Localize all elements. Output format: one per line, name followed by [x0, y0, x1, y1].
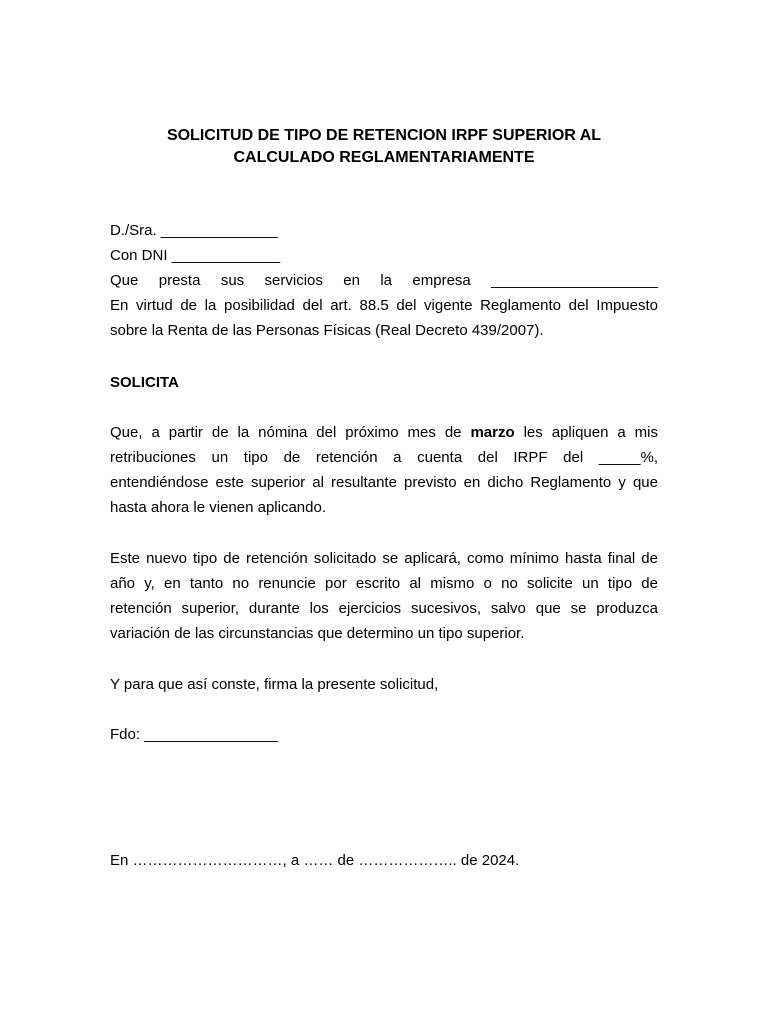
request-line-4: hasta ahora le vienen aplicando. [110, 499, 326, 516]
request-line-1 [110, 420, 658, 445]
solicita-heading: SOLICITA [110, 374, 179, 391]
identification-block [110, 218, 658, 343]
request-text-after: les apliquen a mis [514, 424, 659, 441]
conditions-paragraph [110, 546, 658, 646]
conditions-line-2: año y, en tanto no renuncie por escrito al mismo o no solicite un tipo de [110, 575, 658, 592]
company-word: en [343, 272, 360, 289]
company-line [110, 268, 658, 293]
place-date-line: En …………………………, a …… de ……………….. de 2024. [110, 852, 520, 869]
request-line-3: entendiéndose este superior al resultante previsto en dicho Reglamento y que [110, 474, 658, 491]
virtue-line-1: En virtud de la posibilidad del art. 88.5 del vigente Reglamento del Impuesto [110, 297, 658, 314]
company-word: empresa [412, 272, 471, 289]
request-text-before: Que, a partir de la nómina del próximo mes de [110, 424, 471, 441]
document-title [110, 125, 658, 169]
company-word: la [380, 272, 393, 289]
conditions-line-4: variación de las circunstancias que determino un tipo superior. [110, 625, 525, 642]
month-value: marzo [470, 424, 515, 441]
closing-statement: Y para que así conste, firma la presente solicitud, [110, 676, 439, 693]
virtue-line-2: sobre la Renta de las Personas Físicas (Real Decreto 439/2007). [110, 322, 544, 339]
dni-line: Con DNI _____________ [110, 247, 281, 264]
company-word: Que [110, 272, 139, 289]
title-line-1: SOLICITUD DE TIPO DE RETENCION IRPF SUPERIOR AL [166, 127, 602, 144]
conditions-line-3: retención superior, durante los ejercicios sucesivos, salvo que se produzca [110, 600, 658, 617]
company-word: presta [158, 272, 201, 289]
title-line-2: CALCULADO REGLAMENTARIAMENTE [233, 149, 535, 166]
signature-line: Fdo: ________________ [110, 726, 278, 743]
conditions-line-1: Este nuevo tipo de retención solicitado se aplicará, como mínimo hasta final de [110, 550, 658, 567]
company-word: sus [220, 272, 245, 289]
request-paragraph [110, 420, 658, 520]
request-line-2: retribuciones un tipo de retención a cuenta del IRPF del _____%, [110, 449, 658, 466]
company-blank: ____________________ [491, 272, 658, 289]
company-word: servicios [264, 272, 323, 289]
name-line: D./Sra. ______________ [110, 222, 278, 239]
